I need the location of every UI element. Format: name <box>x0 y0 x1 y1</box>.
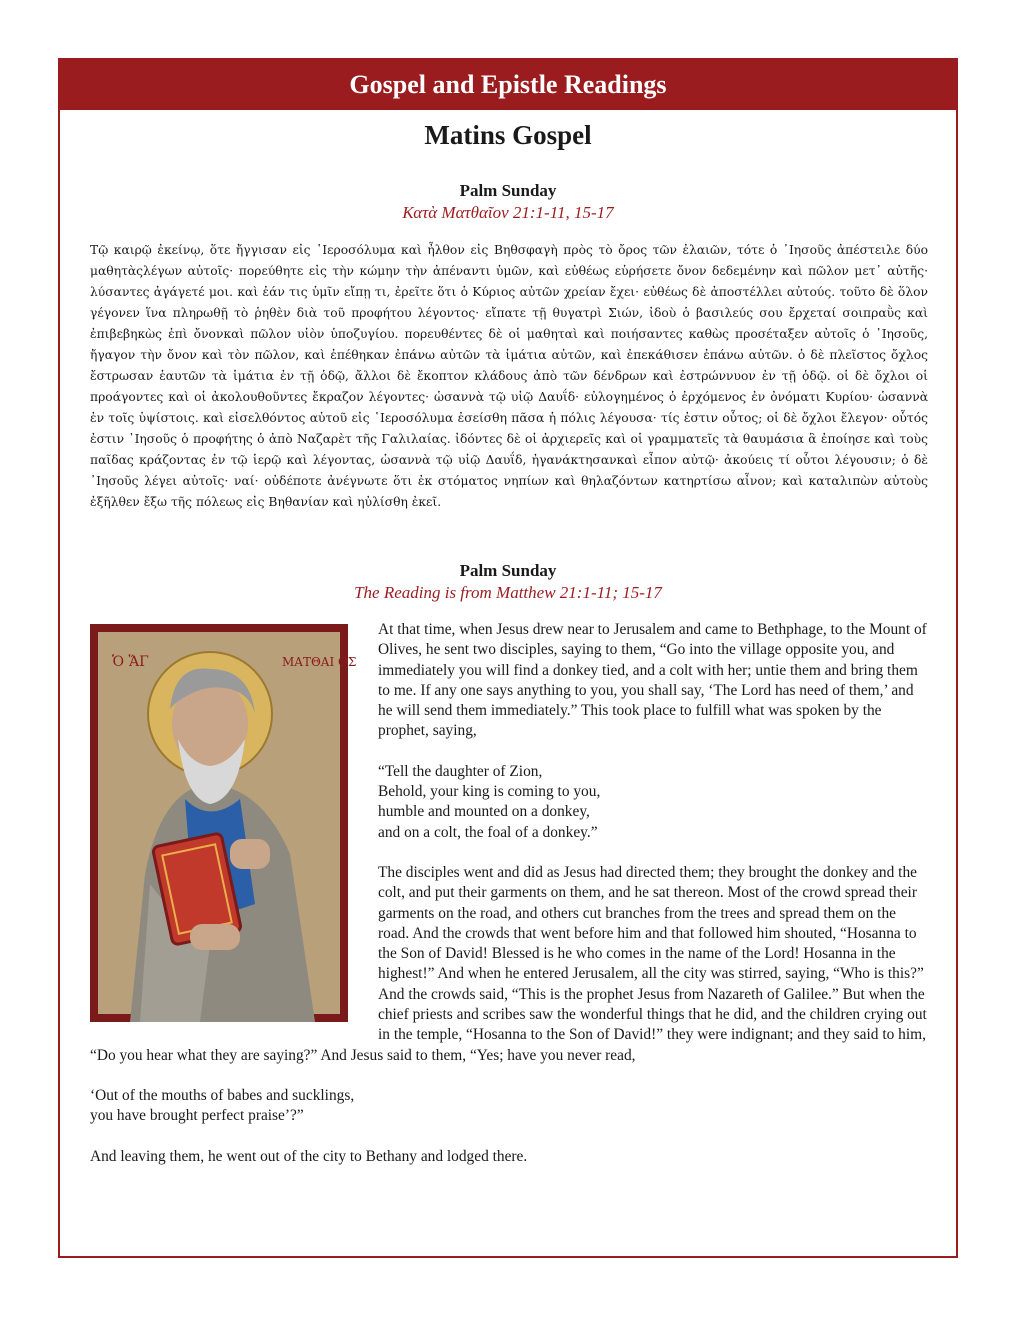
poem-1-line: humble and mounted on a donkey, <box>378 803 590 821</box>
english-paragraph-1: At that time, when Jesus drew near to Jerusalem and came to Bethphage, to the Mount of Olives, he sent two disciples, saying to them, “Go into the village opposite you, and immediately you will find a donkey tied, and a colt with her; untie them and bring them to me. If any one says anything to you, you shall say, ‘The Lord has need of them,’ and he will send them immediately.” This took place to fulfill what was spoken by the prophet, saying, <box>378 621 927 740</box>
poem-2-line: ‘Out of the mouths of babes and sucklings, <box>90 1086 355 1104</box>
poem-1-line: Behold, your king is coming to you, <box>378 783 601 801</box>
icon-inscription-right: ΜΑΤΘΑΙ ΟΣ <box>282 655 357 669</box>
greek-day: Palm Sunday <box>459 181 557 200</box>
banner-title: Gospel and Epistle Readings <box>60 60 956 110</box>
page-frame <box>58 58 958 1258</box>
greek-gospel-text: Τῷ καιρῷ ἐκείνῳ, ὅτε ἤγγισαν εἰς ῾Ιεροσόλυμα καὶ ἦλθον εἰς Βηθσφαγὴ πρὸς τὸ ὄρος τῶν ἐλαιῶν, τότε ὁ ᾿Ιησοῦς ἀπέστειλε δύο μαθητὰςλέγων αὐτοῖς· πορεύθητε εἰς τὴν κώμην τὴν ἀπέναντι ὑμῶν, καὶ εὐθέως εὑρήσετε ὄνον δεδεμένην καὶ πῶλον μετ᾿ αὐτῆς· λύσαντες ἀγάγετέ μοι. καὶ ἐάν τις ὑμῖν εἴπῃ τι, ἐρεῖτε ὅτι ὁ Κύριος αὐτῶν χρείαν ἔχει· εὐθέως δὲ ἀποστέλλει αὐτούς. τοῦτο δὲ ὅλον γέγονεν ἵνα πληρωθῇ τὸ ῥηθὲν διὰ τοῦ προφήτου λέγοντος· εἴπατε τῇ θυγατρὶ Σιών, ἰδοὺ ὁ βασιλεύς σου ἔρχεταί σοιπραῢς καὶ ἐπιβεβηκὼς ἐπὶ ὄνονκαὶ πῶλον υἱὸν ὑποζυγίου. πορευθέντες δὲ οἱ μαθηταὶ καὶ ποιήσαντες καθὼς προσέταξεν αὐτοῖς ὁ ᾿Ιησοῦς, ἤγαγον τὴν ὄνον καὶ τὸν πῶλον, καὶ ἐπέθηκαν ἐπάνω αὐτῶν τὰ ἱμάτια αὐτῶν, καὶ ἐπεκάθισεν ἐπάνω αὐτῶν. ὁ δὲ πλεῖστος ὄχλος ἔστρωσαν ἑαυτῶν τὰ ἱμάτια ἐν τῇ ὁδῷ, ἄλλοι δὲ ἔκοπτον κλάδους ἀπὸ τῶν δένδρων καὶ ἐστρώννυον ἐν τῇ ὁδῷ. οἱ δὲ ὄχλοι οἱ προάγοντες καὶ οἱ ἀκολουθοῦντες ἔκραζον λέγοντες· ὡσαννὰ τῷ υἱῷ Δαυΐδ· εὐλογημένος ὁ ἐρχόμενος ἐν ὀνόματι Κυρίου· ὡσαννὰ ἐν τοῖς ὑψίστοις. καὶ εἰσελθόντος αὐτοῦ εἰς ῾Ιεροσόλυμα ἐσείσθη πᾶσα ἡ πόλις λέγουσα· τίς ἐστιν οὗτος; οἱ δὲ ὄχλοι ἔλεγον· οὗτός ἐστιν ᾿Ιησοῦς ὁ προφήτης ὁ ἀπὸ Ναζαρὲτ τῆς Γαλιλαίας. ἰδόντες δὲ οἱ ἀρχιερεῖς καὶ οἱ γραμματεῖς τὰ θαυμάσια ἃ ἐποίησε καὶ τοὺς παῖδας κράζοντας ἐν τῷ ἱερῷ καὶ λέγοντας, ὡσαννὰ τῷ υἱῷ Δαυΐδ, ἠγανάκτησανκαὶ εἶπον αὐτῷ· ἀκούεις τί οὗτοι λέγουσιν; ὁ δὲ ᾿Ιησοῦς λέγει αὐτοῖς· ναί· οὐδέποτε ἀνέγνωτε ὅτι ἐκ στόματος νηπίων καὶ θηλαζόντων κατηρτίσω αἶνον; καὶ καταλιπὼν αὐτοὺς ἐξῆλθεν ἔξω τῆς πόλεως εἰς Βηθανίαν καὶ ηὐλίσθη ἐκεῖ. <box>90 243 928 509</box>
saint-matthew-icon-image <box>90 624 357 1022</box>
icon-inscription-left: Ὁ ἍΓ <box>112 654 149 670</box>
poem-1-line: “Tell the daughter of Zion, <box>378 762 543 780</box>
greek-section-header <box>60 180 956 224</box>
greek-text-block <box>90 240 928 513</box>
poem-2-line: you have brought perfect praise’?” <box>90 1107 304 1125</box>
english-text-block <box>90 620 928 1187</box>
english-paragraph-3: And leaving them, he went out of the city to Bethany and lodged there. <box>90 1147 528 1165</box>
greek-reference: Κατὰ Ματθαῖον 21:1-11, 15-17 <box>402 203 614 222</box>
english-day: Palm Sunday <box>459 561 557 580</box>
page-title: Matins Gospel <box>424 120 592 150</box>
english-reference: The Reading is from Matthew 21:1-11; 15-17 <box>354 583 662 602</box>
english-paragraph-2: The disciples went and did as Jesus had directed them; they brought the donkey and the colt, and put their garments on them, and he sat thereon. Most of the crowd spread their garments on the road, and others cut branches from the trees and spread them on the road. And the crowds that went before him and that followed him shouted, “Hosanna to the Son of David! Blessed is he who comes in the name of the Lord! Hosanna in the highest!” And when he entered Jerusalem, all the city was stirred, saying, “Who is this?” And the crowds said, “This is the prophet Jesus from Nazareth of Galilee.” But when the chief priests and scribes saw the wonderful things that he did, and the children crying out in the temple, “Hosanna to the Son of David!” they were indignant; and they said to him, “Do you hear what they are saying?” And Jesus said to them, “Yes; have you never read, <box>90 863 927 1064</box>
poem-1-line: and on a colt, the foal of a donkey.” <box>378 823 598 841</box>
english-section-header <box>60 560 956 604</box>
poem-2 <box>90 1086 928 1127</box>
